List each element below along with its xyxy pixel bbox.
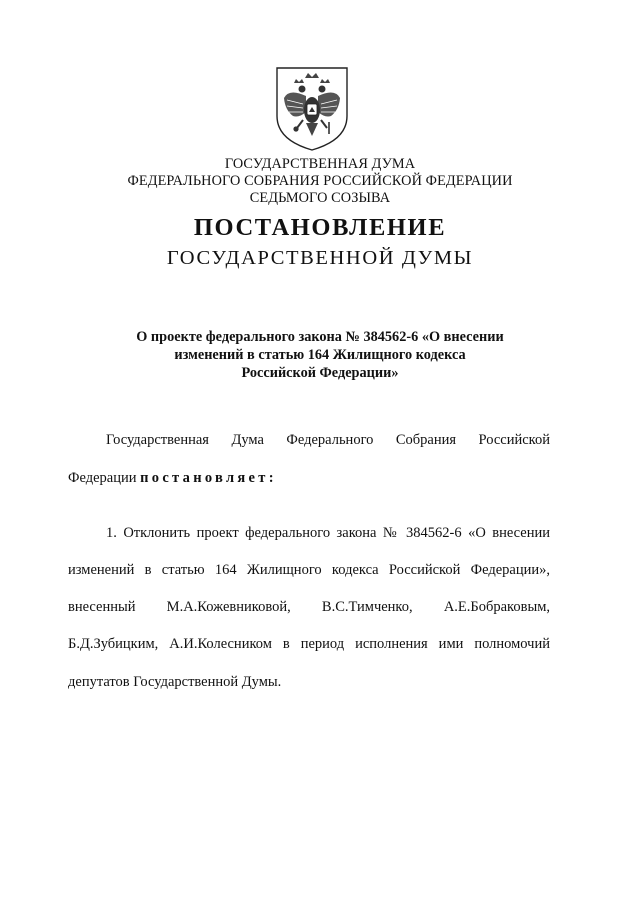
paragraph-line: Б.Д.Зубицким, А.И.Колесником в период исполнения ими полномочий	[68, 636, 550, 652]
resolves-keyword: постановляет:	[140, 470, 277, 486]
preamble-line: Государственная Дума Федерального Собрания Российской	[106, 432, 550, 448]
resolution-title-line: О проекте федерального закона № 384562-6 «О внесении	[136, 329, 504, 345]
preamble-text: Федерации	[68, 470, 137, 486]
paragraph-line: внесенный М.А.Кожевниковой, В.С.Тимченко, А.Е.Бобраковым,	[68, 599, 550, 615]
document-issuer-heading: ГОСУДАРСТВЕННОЙ ДУМЫ	[166, 247, 474, 269]
org-line-federal-assembly: ФЕДЕРАЛЬНОГО СОБРАНИЯ РОССИЙСКОЙ ФЕДЕРАЦИИ	[127, 173, 513, 189]
resolution-title-line: Российской Федерации»	[241, 365, 399, 381]
document-type-heading: ПОСТАНОВЛЕНИЕ	[193, 214, 447, 241]
paragraph-line: изменений в статью 164 Жилищного кодекса Российской Федерации»,	[68, 562, 550, 578]
resolution-title-line: изменений в статью 164 Жилищного кодекса	[174, 347, 466, 363]
paragraph-line: 1. Отклонить проект федерального закона № 384562-6 «О внесении	[106, 525, 550, 541]
preamble-line	[68, 468, 550, 488]
paragraph-line: депутатов Государственной Думы.	[68, 674, 282, 690]
coat-of-arms-emblem	[275, 66, 349, 152]
org-line-convocation: СЕДЬМОГО СОЗЫВА	[249, 190, 391, 206]
org-line-duma: ГОСУДАРСТВЕННАЯ ДУМА	[224, 156, 416, 172]
